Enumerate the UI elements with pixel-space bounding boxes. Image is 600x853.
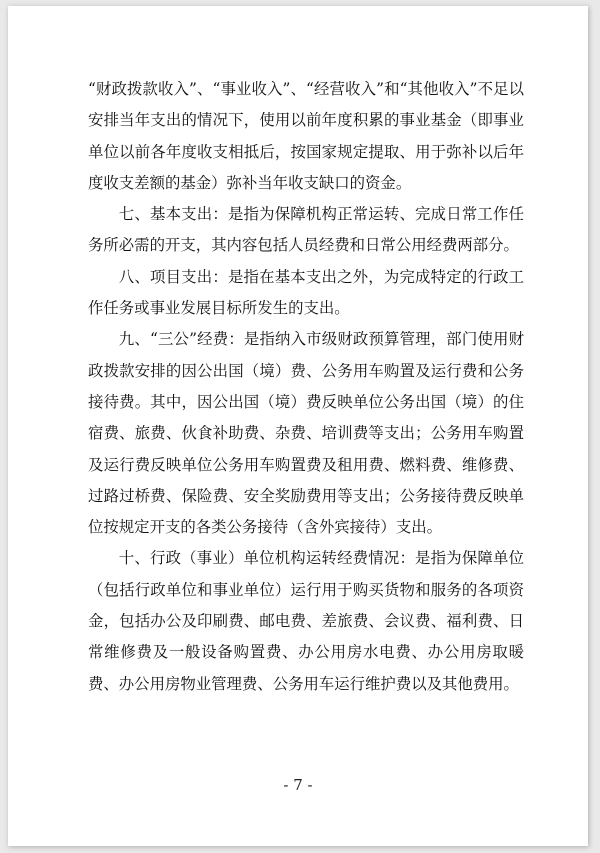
paragraph-operating-funds: 十、行政（事业）单位机构运转经费情况：是指为保障单位（包括行政单位和事业单位）运行用于购买货物和服务的各项资金，包括办公及印刷费、邮电费、差旅费、会议费、福利费、日常维修费及一般设备购置费、办公用房水电费、办公用房取暖费、办公用房物业管理费、公务用车运行维护费以及其他费用。 (88, 549, 524, 693)
paragraph-basic-expenditure: 七、基本支出：是指为保障机构正常运转、完成日常工作任务所必需的开支，其内容包括人员经费和日常公用经费两部分。 (88, 205, 524, 255)
page-number: - 7 - (283, 776, 313, 794)
paragraph-three-public-expenses: 九、“三公”经费：是指纳入市级财政预算管理，部门使用财政拨款安排的因公出国（境）费、公务用车购置及运行费和公务接待费。其中，因公出国（境）费反映单位公务出国（境）的住宿费、旅费、伙食补助费、杂费、培训费等支出；公务用车购置及运行费反映单位公务用车购置费及租用费、燃料费、维修费、过路过桥费、保险费、安全奖励费用等支出；公务接待费反映单位按规定开支的各类公务接待（含外宾接待）支出。 (88, 330, 524, 537)
document-page (8, 6, 588, 846)
paragraph-project-expenditure: 八、项目支出：是指在基本支出之外，为完成特定的行政工作任务或事业发展目标所发生的支出。 (88, 267, 524, 318)
paragraph-continuation: “财政拨款收入”、“事业收入”、“经营收入”和“其他收入”不足以安排当年支出的情况下，使用以前年度积累的事业基金（即事业单位以前各年度收支相抵后，按国家规定提取、用于弥补以后年度收支差额的基金）弥补当年收支缺口的资金。 (88, 80, 524, 192)
page-content (88, 74, 524, 700)
